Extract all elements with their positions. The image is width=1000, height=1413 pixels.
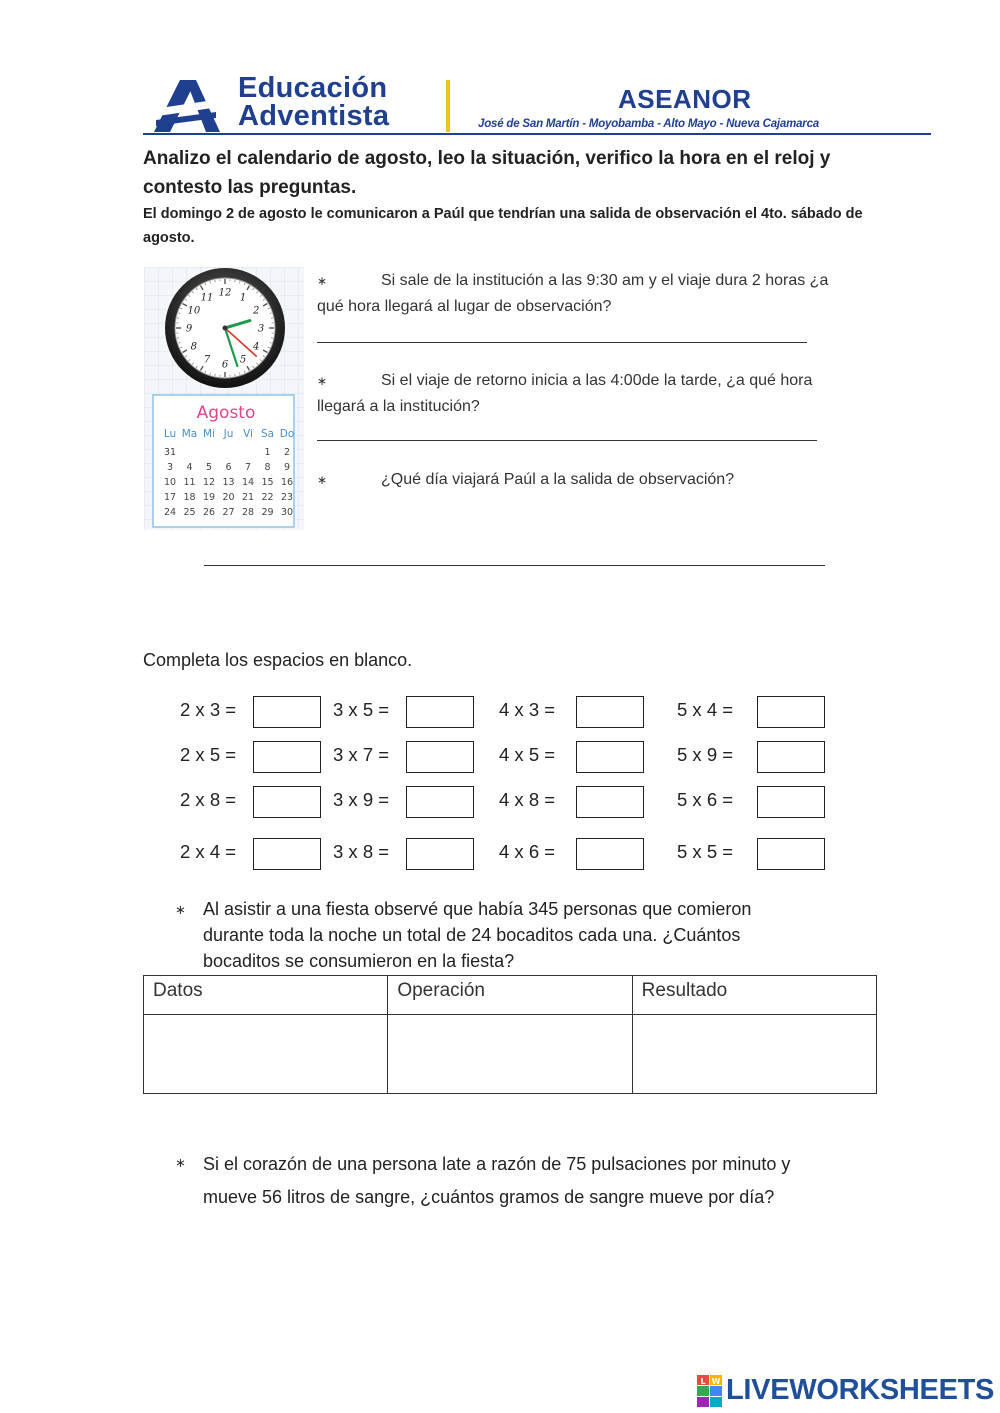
logo-letter-l: L [700,1377,706,1386]
brand-name [238,74,389,130]
question-1 [317,268,837,319]
bullet-icon: ∗ [175,1155,186,1170]
bullet-icon: ∗ [317,473,328,487]
multiplication-label: 2 x 3 = [180,699,237,720]
calendar-day: 14 [241,477,255,488]
datos-cell[interactable] [144,1015,388,1094]
brand-line-1: Educación [238,72,388,104]
problem-1-line-3: bocaditos se consumieron en la fiesta? [203,951,515,971]
calendar-weekday: Do [279,428,295,440]
problem-2-line-2: mueve 56 litros de sangre, ¿cuántos gramos de sangre mueve por día? [203,1187,775,1207]
calendar-day: 25 [183,507,196,518]
calendar-day: 9 [283,462,291,473]
liveworksheets-brand[interactable]: LIVEWORKSHEETS [726,1374,995,1406]
clock-numeral: 9 [185,323,193,335]
header-separator [446,80,450,132]
multiplication-label: 2 x 4 = [180,841,237,862]
answer-box[interactable] [757,786,825,818]
clock-numeral: 8 [190,341,198,353]
problem-1-line-2: durante toda la noche un total de 24 bocaditos cada una. ¿Cuántos [203,925,741,945]
calendar-weekday: Vi [243,428,253,440]
calendar-weekday: Lu [163,428,177,440]
calendar-weekday: Ju [223,428,234,440]
calendar-day: 30 [280,507,294,518]
table-header-datos: Datos [144,976,388,1015]
clock-numeral: 7 [203,354,211,366]
calendar-day: 22 [261,492,274,503]
table-header-operacion: Operación [388,976,632,1015]
calendar-day: 7 [244,462,252,473]
org-places: José de San Martín - Moyobamba - Alto Mayo - Nueva Cajamarca [478,118,819,130]
calendar-month: Agosto [196,403,256,423]
clock-numeral: 6 [221,359,229,371]
clock-numeral: 2 [252,305,260,317]
exercise-heading: Completa los espacios en blanco. [143,650,413,670]
calendar-day: 23 [280,492,294,503]
calendar-day: 6 [225,462,232,473]
table-header-resultado: Resultado [632,976,876,1015]
answer-box[interactable] [406,696,474,728]
liveworksheets-logo-icon [697,1375,723,1409]
brand-line-2: Adventista [238,100,390,132]
problem-2-line-1: Si el corazón de una persona late a razón de 75 pulsaciones por minuto y [203,1154,791,1174]
multiplication-label: 2 x 5 = [180,744,237,765]
clock-numeral: 3 [257,323,265,335]
question-2-text: Si el viaje de retorno inicia a las 4:00de la tarde, ¿a qué hora llegará a la institución? [317,372,813,415]
operacion-cell[interactable] [388,1015,632,1094]
clock-numeral: 4 [252,341,260,353]
answer-box[interactable] [576,838,644,870]
multiplication-label: 4 x 3 = [499,699,556,720]
question-1-text: Si sale de la institución a las 9:30 am y el viaje dura 2 horas ¿a qué hora llegará al lugar de observación? [317,272,829,315]
calendar-day: 24 [163,507,177,518]
multiplication-label: 4 x 5 = [499,744,556,765]
multiplication-label: 3 x 9 = [333,789,390,810]
answer-box[interactable] [406,786,474,818]
clock-icon [165,268,285,388]
calendar-weekday: Ma [181,428,198,440]
answer-box[interactable] [253,786,321,818]
answer-box[interactable] [576,741,644,773]
multiplication-label: 4 x 8 = [499,789,556,810]
answer-box[interactable] [576,696,644,728]
calendar-day: 13 [222,477,235,488]
problem-2-text [203,1148,923,1214]
calendar-day: 15 [261,477,274,488]
calendar-day: 29 [261,507,274,518]
header-rule [143,133,931,135]
answer-box[interactable] [253,741,321,773]
answer-box[interactable] [757,741,825,773]
question-3-text: ¿Qué día viajará Paúl a la salida de observación? [381,471,735,488]
clock-numeral: 11 [200,292,214,304]
calendar-day: 3 [166,462,174,473]
answer-box[interactable] [757,838,825,870]
answer-box[interactable] [757,696,825,728]
calendar-icon [153,395,294,527]
multiplication-label: 3 x 8 = [333,841,390,862]
answer-box[interactable] [406,838,474,870]
calendar-day: 16 [280,477,294,488]
answer-line-3[interactable] [204,565,825,566]
calendar-day: 12 [202,477,216,488]
clock-numeral: 10 [187,305,201,317]
calendar-weekday: Sa [260,428,275,440]
clock-numeral: 12 [218,287,232,299]
multiplication-label: 2 x 8 = [180,789,237,810]
multiplication-label: 3 x 5 = [333,699,390,720]
answer-line-2[interactable] [317,440,817,441]
calendar-day: 27 [222,507,235,518]
answer-box[interactable] [253,838,321,870]
calendar-day: 18 [183,492,196,503]
calendar-day: 31 [163,447,177,458]
calendar-day: 1 [264,447,271,458]
calendar-day: 2 [283,447,291,458]
clock-numeral: 5 [239,354,247,366]
bullet-icon: ∗ [317,374,328,388]
question-3 [317,467,837,493]
problem-1-text [203,896,903,974]
multiplication-label: 5 x 5 = [677,841,734,862]
calendar-weekday: Mi [203,428,215,440]
answer-box[interactable] [406,741,474,773]
education-logo-icon [150,78,222,134]
calendar-day: 8 [264,462,271,473]
calendar-day: 19 [202,492,216,503]
bullet-icon: ∗ [317,274,328,288]
calendar-day: 28 [241,507,255,518]
calendar-day: 11 [183,477,196,488]
clock-numeral: 1 [239,292,247,304]
multiplication-label: 5 x 4 = [677,699,734,720]
org-name: ASEANOR [618,84,752,114]
answer-box[interactable] [576,786,644,818]
calendar-day: 4 [186,462,193,473]
problem-1-table [143,975,877,1094]
answer-box[interactable] [253,696,321,728]
question-2 [317,368,837,419]
situation-text: El domingo 2 de agosto le comunicaron a Paúl que tendrían una salida de observación el 4to. sábado de agosto. [143,206,863,246]
multiplication-label: 5 x 9 = [677,744,734,765]
resultado-cell[interactable] [632,1015,876,1094]
multiplication-label: 5 x 6 = [677,789,734,810]
multiplication-label: 4 x 6 = [499,841,556,862]
clock-calendar-picture [144,267,304,530]
calendar-day: 21 [241,492,255,503]
calendar-day: 20 [222,492,235,503]
logo-letter-w: W [711,1377,721,1386]
bullet-icon: ∗ [175,902,186,917]
problem-1-line-1: Al asistir a una fiesta observé que había 345 personas que comieron [203,899,752,919]
calendar-day: 5 [205,462,213,473]
calendar-day: 17 [163,492,177,503]
instructions-title: Analizo el calendario de agosto, leo la situación, verifico la hora en el reloj y contesto las preguntas. [143,148,831,198]
multiplication-label: 3 x 7 = [333,744,390,765]
calendar-day: 10 [163,477,177,488]
calendar-day: 26 [202,507,216,518]
answer-line-1[interactable] [317,342,807,343]
